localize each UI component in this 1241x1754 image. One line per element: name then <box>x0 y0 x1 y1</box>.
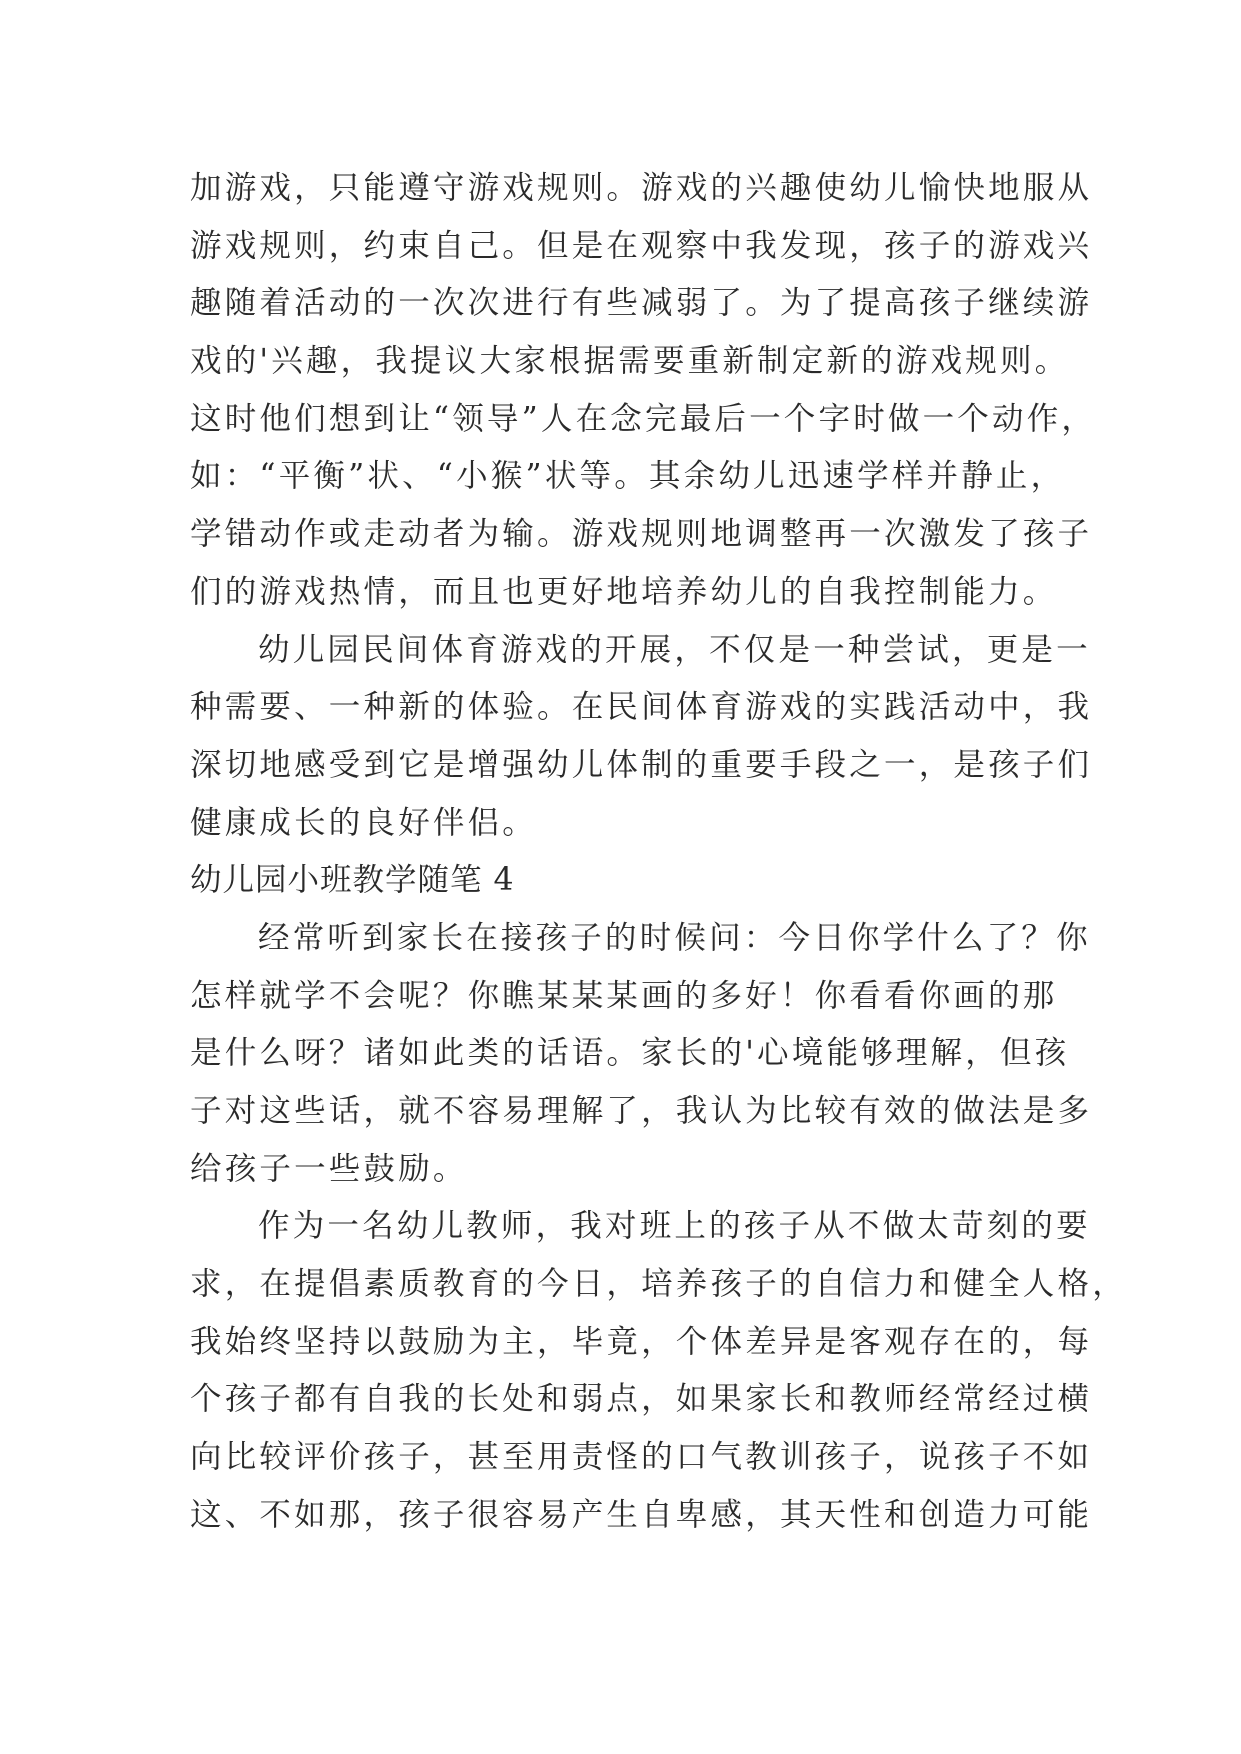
text-line: 这时他们想到让“领导”人在念完最后一个字时做一个动作， <box>190 400 1097 437</box>
text-line: 给孩子一些鼓励。 <box>190 1150 468 1187</box>
document-body <box>190 160 1127 1545</box>
text-line: 学错动作或走动者为输。游戏规则地调整再一次激发了孩子 <box>190 516 1093 553</box>
text-line: 个孩子都有自我的长处和弱点，如果家长和教师经常经过横 <box>190 1381 1093 1418</box>
text-line: 子对这些话，就不容易理解了，我认为比较有效的做法是多 <box>190 1093 1093 1129</box>
text-line: 怎样就学不会呢？你瞧某某某画的多好！你看看你画的那 <box>190 977 1058 1014</box>
text-line: 加游戏，只能遵守游戏规则。游戏的兴趣使幼儿愉快地服从 <box>190 170 1093 206</box>
text-line: 求，在提倡素质教育的今日，培养孩子的自信力和健全人格， <box>190 1266 1127 1303</box>
section-heading: 幼儿园小班教学随笔 4 <box>190 862 515 899</box>
text-line: 是什么呀？诸如此类的话语。家长的'心境能够理解，但孩 <box>190 1035 1070 1072</box>
paragraph-start-line: 幼儿园民间体育游戏的开展，不仅是一种尝试，更是一 <box>258 631 1091 668</box>
text-line: 我始终坚持以鼓励为主，毕竟，个体差异是客观存在的，每 <box>190 1323 1093 1360</box>
text-line: 深切地感受到它是增强幼儿体制的重要手段之一，是孩子们 <box>190 746 1093 783</box>
text-line: 种需要、一种新的体验。在民间体育游戏的实践活动中，我 <box>190 689 1093 726</box>
text-line: 如：“平衡”状、“小猴”状等。其余幼儿迅速学样并静止， <box>190 458 1066 495</box>
text-line: 戏的'兴趣，我提议大家根据需要重新制定新的游戏规则。 <box>190 343 1070 380</box>
text-line: 这、不如那，孩子很容易产生自卑感，其天性和创造力可能 <box>190 1496 1093 1533</box>
paragraph-start-line: 作为一名幼儿教师，我对班上的孩子从不做太苛刻的要 <box>258 1208 1091 1245</box>
text-line: 游戏规则，约束自己。但是在观察中我发现，孩子的游戏兴 <box>190 227 1093 264</box>
text-line: 趣随着活动的一次次进行有些减弱了。为了提高孩子继续游 <box>190 285 1093 322</box>
text-line: 们的游戏热情，而且也更好地培养幼儿的自我控制能力。 <box>190 573 1058 610</box>
paragraph-start-line: 经常听到家长在接孩子的时候问：今日你学什么了？你 <box>258 919 1091 956</box>
text-line: 健康成长的良好伴侣。 <box>190 804 538 841</box>
text-line: 向比较评价孩子，甚至用责怪的口气教训孩子，说孩子不如 <box>190 1439 1093 1476</box>
